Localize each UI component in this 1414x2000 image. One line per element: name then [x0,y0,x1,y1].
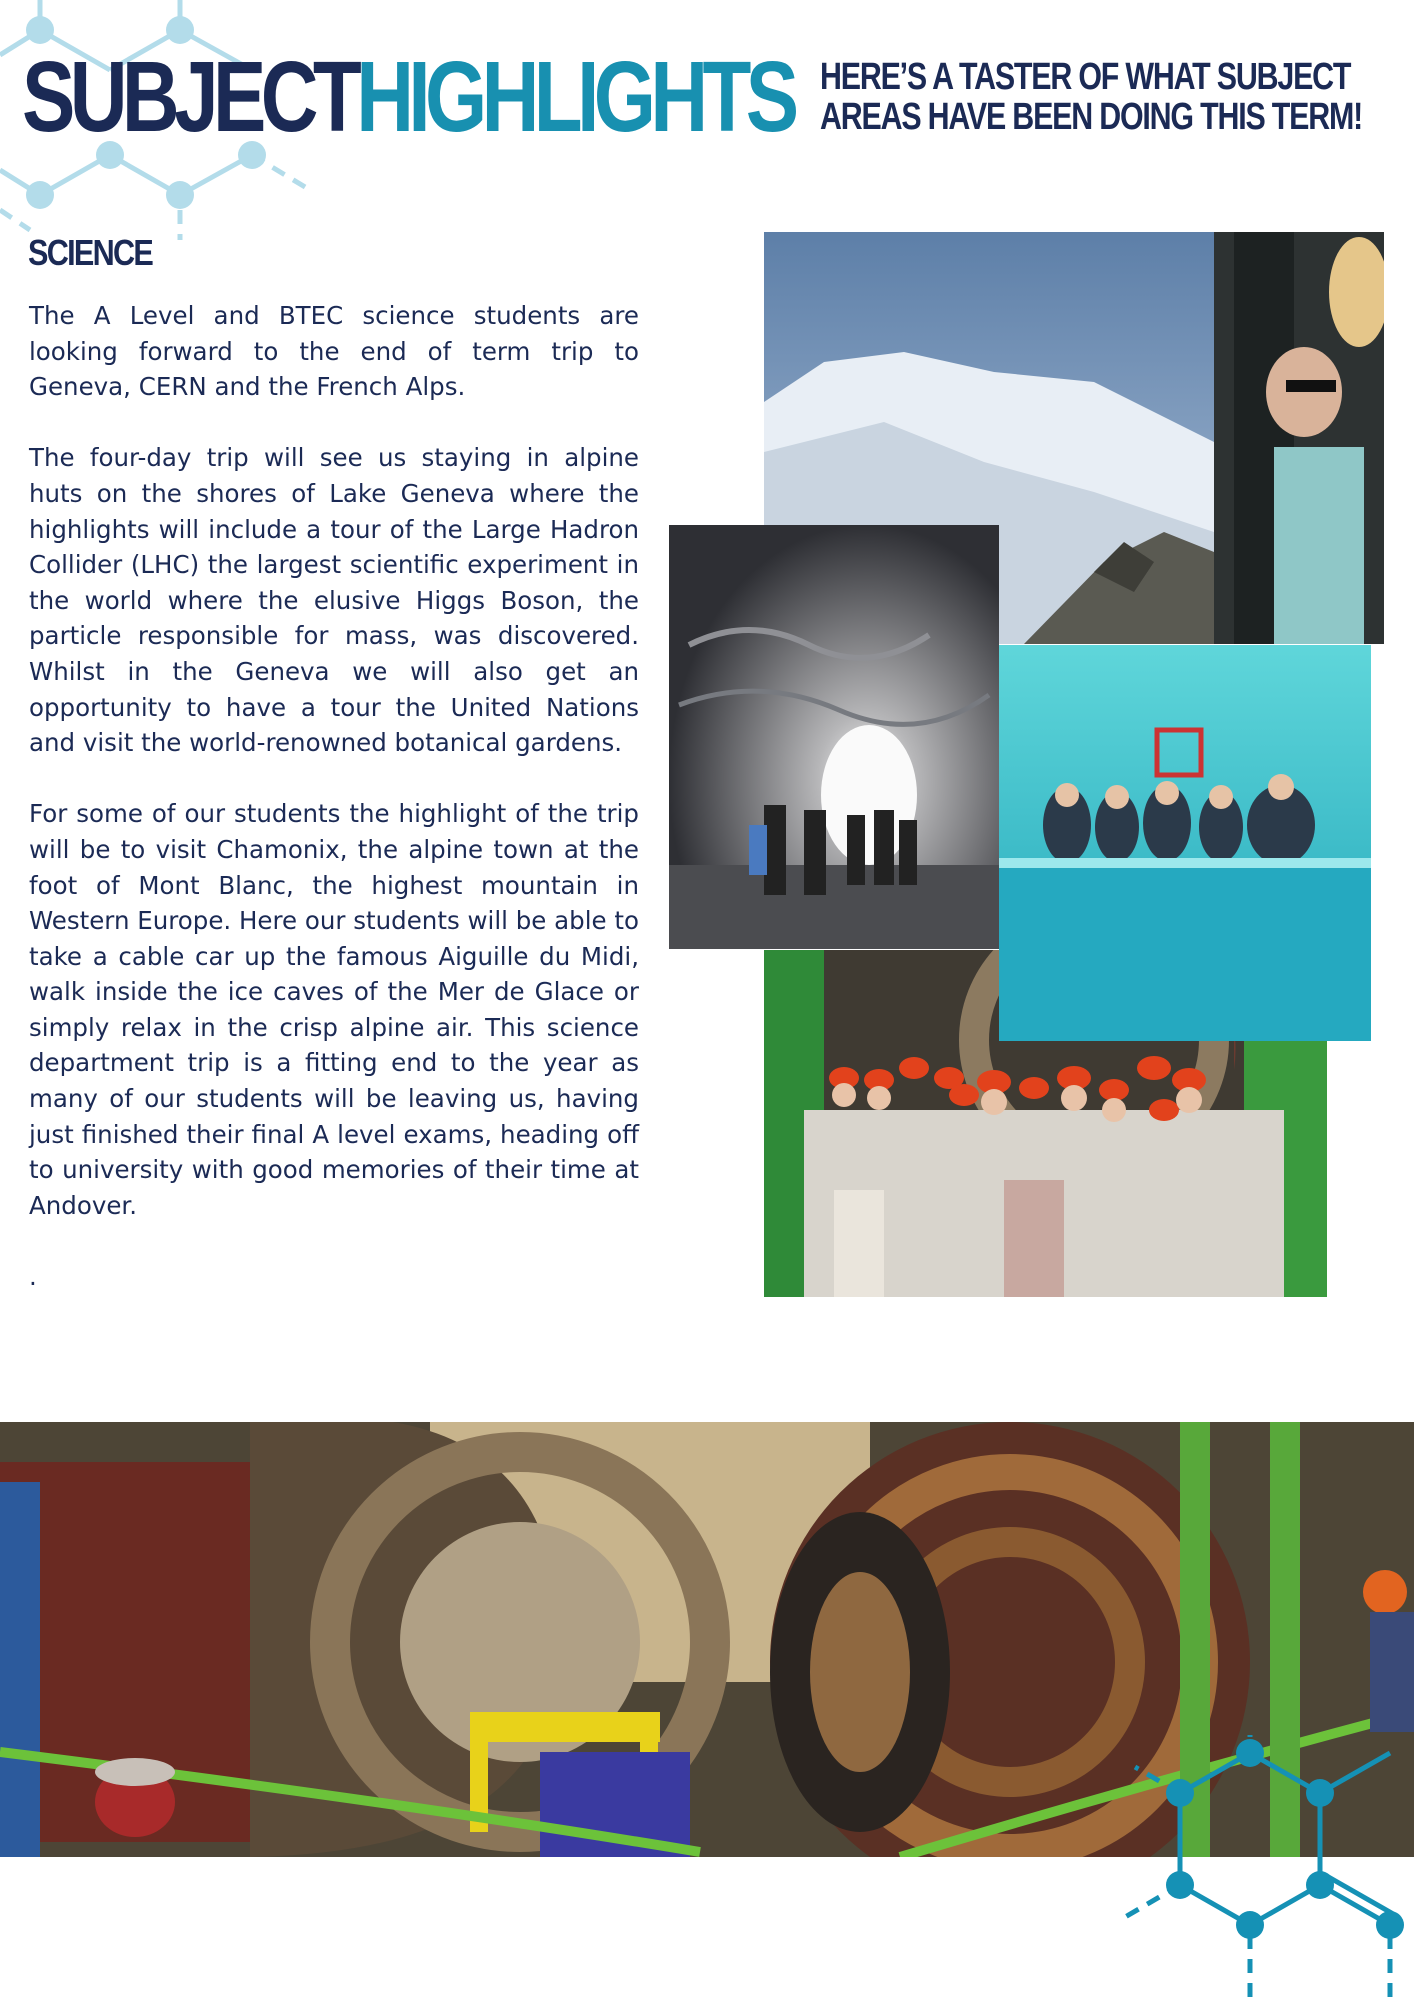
section-heading: SCIENCE [28,232,153,273]
tagline [820,57,1362,137]
trailing-dot: . [29,1262,37,1292]
molecule-decoration-bottom [1110,1735,1414,2000]
tagline-line-1: HERE’S A TASTER OF WHAT SUBJECT [820,56,1351,98]
photo-ice-cave-group [999,645,1371,1041]
title-highlights: HIGHLIGHTS [356,41,794,153]
tagline-line-2: AREAS HAVE BEEN DOING THIS TERM! [820,96,1363,138]
paragraph-1: The A Level and BTEC science students are looking forward to the end of term trip to Geneva, CERN and the French Alps. [29,301,639,402]
paragraph-3: For some of our students the highlight of the trip will be to visit Chamonix, the alpine town at the foot of Mont Blanc, the highest mountain in Western Europe. Here our students will be able to take a cable car up the famous Aiguille du Midi, walk inside the ice caves of the Mer de Glace or simply relax in the crisp alpine air. This science department trip is a fitting end to the year as many of our students will be leaving us, having just finished their final A level exams, heading off to university with good memories of their time at Andover. [29,799,639,1220]
article-body [29,298,639,1330]
photo-ice-tunnel [669,525,999,949]
paragraph-2: The four-day trip will see us staying in alpine huts on the shores of Lake Geneva where the highlights will include a tour of the Large Hadron Collider (LHC) the largest scientific experiment in the world where the elusive Higgs Boson, the particle responsible for mass, was discovered. Whilst in the Geneva we will also get an opportunity to have a tour the United Nations and visit the world-renowned botanical gardens. [29,443,639,758]
title-subject: SUBJECT [22,41,357,153]
page-title [22,42,794,152]
